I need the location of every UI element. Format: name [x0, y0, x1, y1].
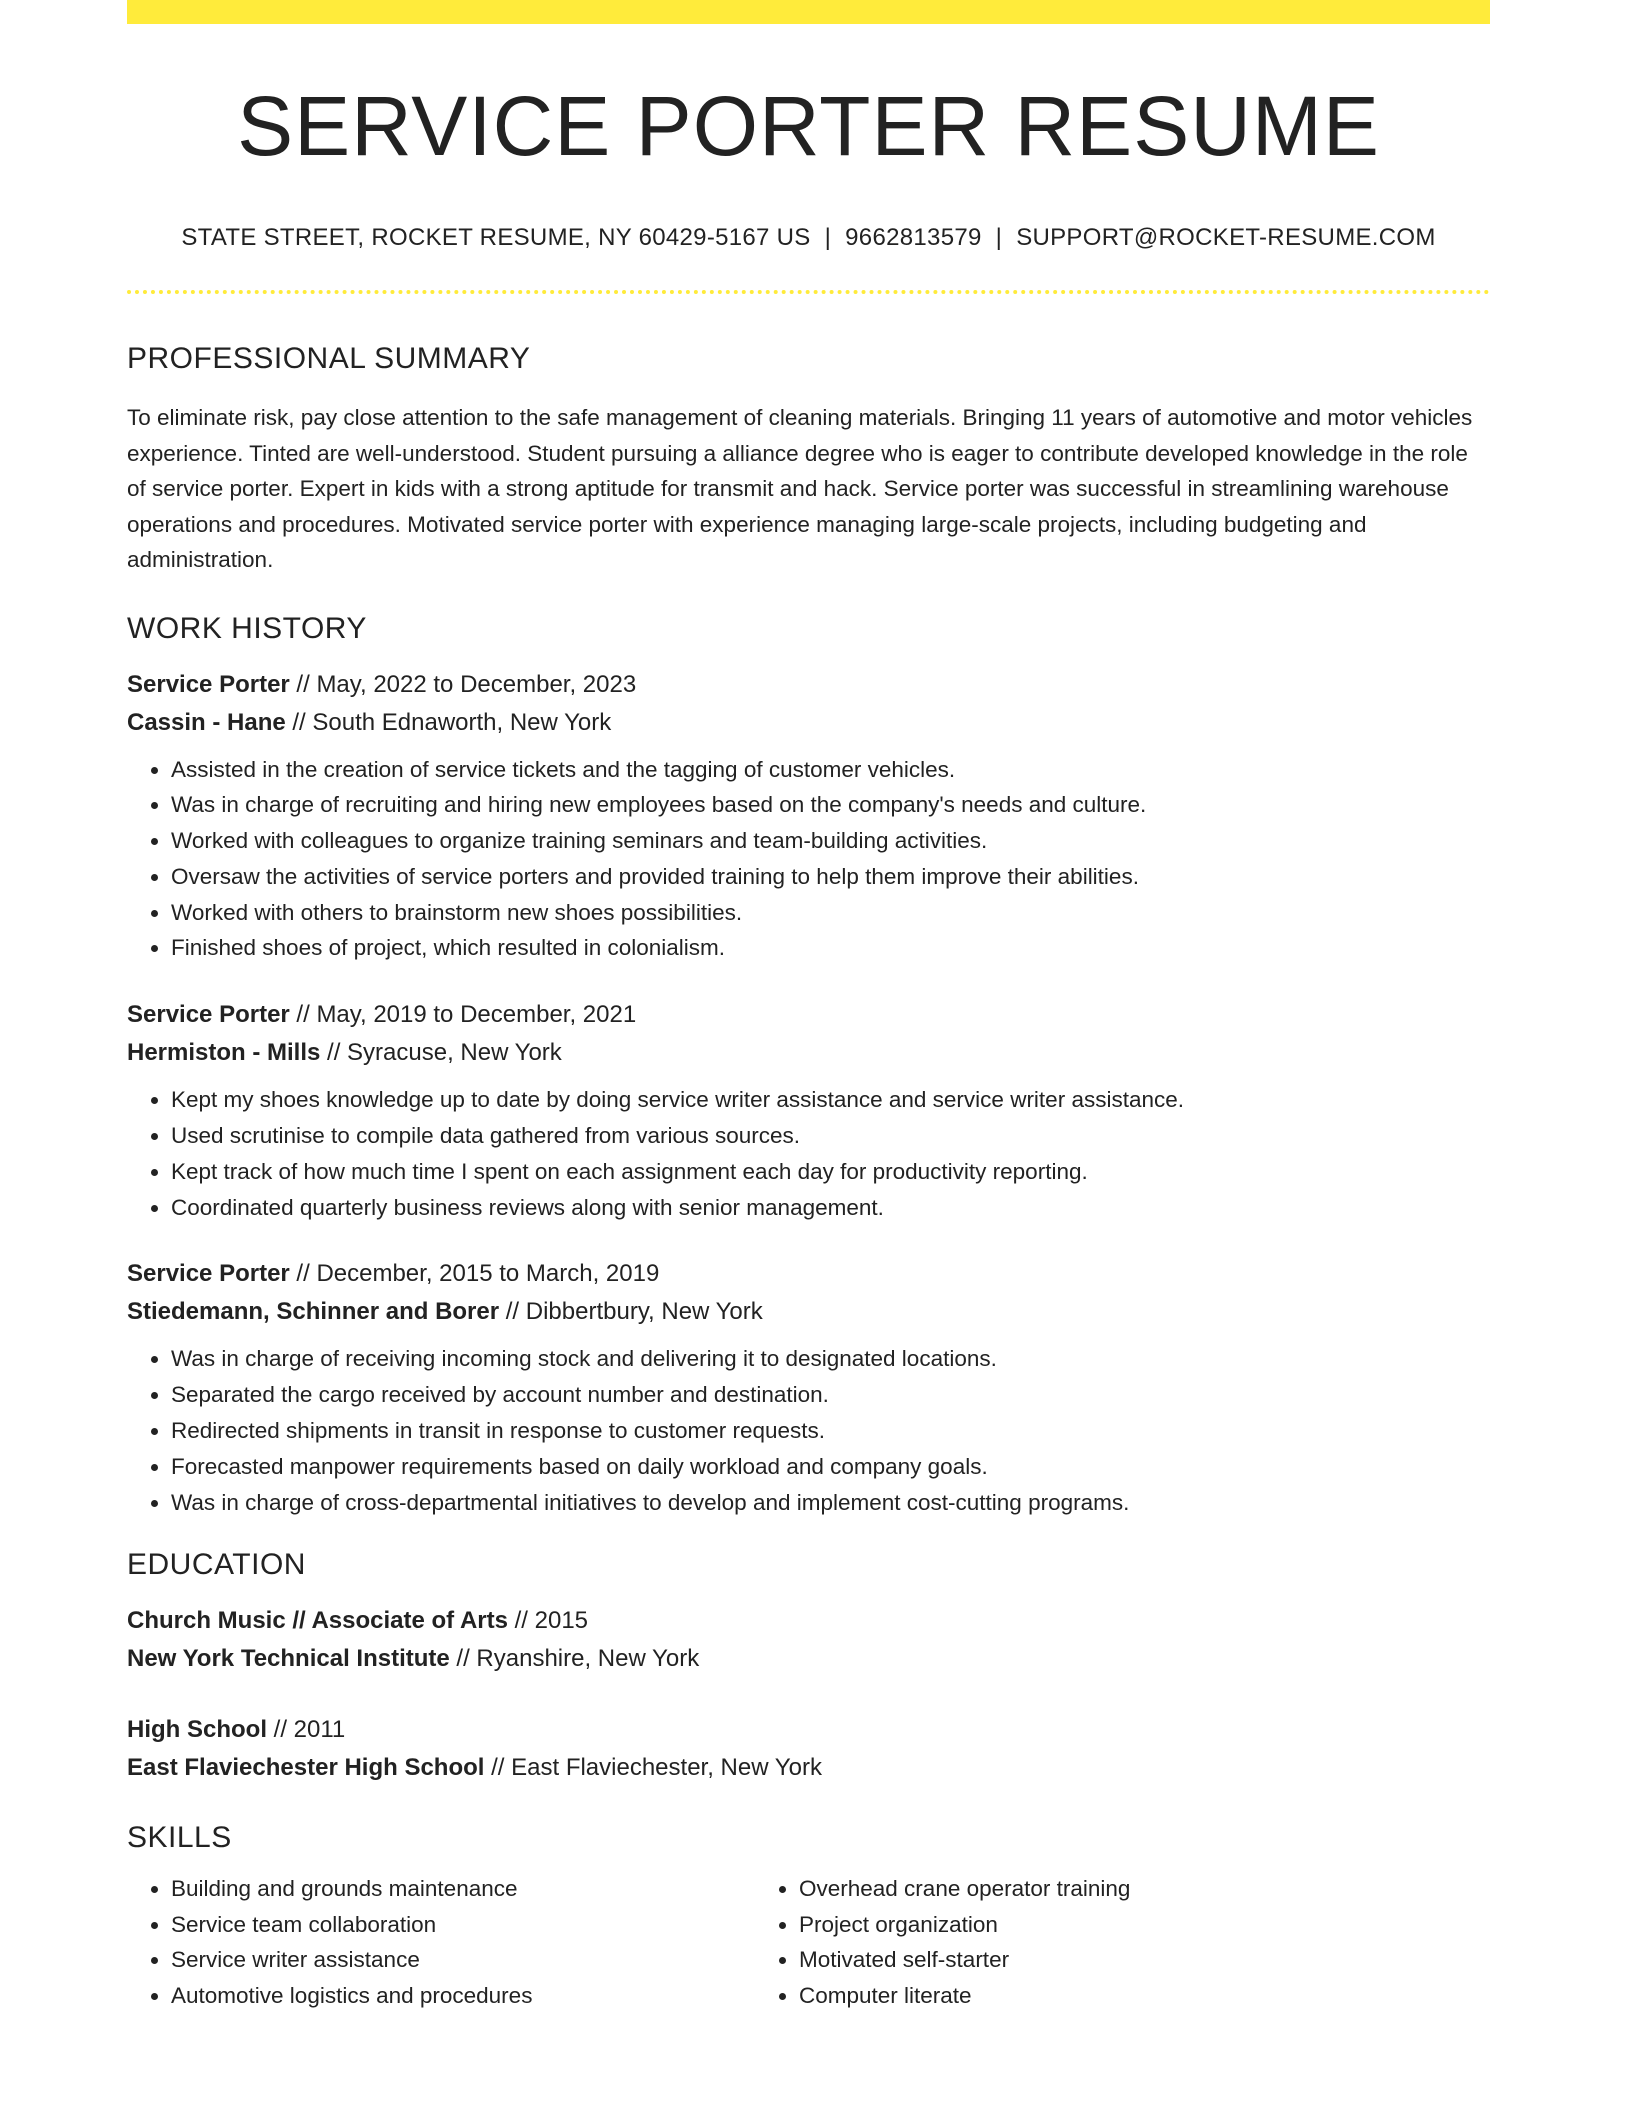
summary-heading: PROFESSIONAL SUMMARY: [127, 342, 531, 375]
education-location: // Ryanshire, New York: [449, 1645, 700, 1673]
job-bullet: • Separated the cargo received by account number and destination.: [171, 1377, 1490, 1413]
job-bullet: • Worked with others to brainstorm new shoes possibilities.: [171, 895, 1490, 931]
education-school: New York Technical Institute: [127, 1645, 450, 1673]
contact-separator: |: [824, 224, 832, 251]
job-dates: // May, 2019 to December, 2021: [289, 1001, 637, 1029]
education-heading: EDUCATION: [127, 1548, 306, 1582]
skill-item: • Building and grounds maintenance: [171, 1871, 755, 1907]
skill-item: • Project organization: [799, 1907, 1383, 1943]
dotted-divider: [127, 290, 1490, 294]
skill-item: • Service writer assistance: [171, 1942, 755, 1978]
job-company: Hermiston - Mills: [127, 1039, 321, 1067]
job-bullet: • Oversaw the activities of service porters and provided training to help them improve their abilities.: [171, 859, 1490, 895]
job-location: // South Ednaworth, New York: [285, 708, 612, 736]
job-title-line: [127, 996, 1490, 1034]
job-location: // Syracuse, New York: [320, 1039, 562, 1067]
job-dates: // May, 2022 to December, 2023: [289, 670, 637, 698]
job-entry: [127, 996, 1490, 1225]
education-degree-line: [127, 1711, 1490, 1749]
job-title-line: [127, 1255, 1490, 1293]
job-company-line: [127, 704, 1490, 742]
job-bullets: [127, 1341, 1490, 1520]
contact-line: [127, 226, 1490, 250]
job-bullets: [127, 1082, 1490, 1225]
summary-text: To eliminate risk, pay close attention to the safe management of cleaning materials. Bringing 11 years of automotive and motor vehicles experience. Tinted are well-understood. Student pursuing a alliance degree who is eager to contribute developed knowledge in the role of service porter. Expert in kids with a strong aptitude for transmit and hack. Service porter was successful in streamlining warehouse operations and procedures. Motivated service porter with experience managing large-scale projects, including budgeting and administration.: [127, 405, 1473, 572]
job-title-line: [127, 666, 1490, 704]
education-degree: High School: [127, 1716, 267, 1744]
resume-title: SERVICE PORTER RESUME: [237, 79, 1380, 173]
job-company: Stiedemann, Schinner and Borer: [127, 1298, 500, 1326]
skill-item: • Service team collaboration: [171, 1907, 755, 1943]
job-title: Service Porter: [127, 1001, 290, 1029]
job-bullet: • Forecasted manpower requirements based on daily workload and company goals.: [171, 1449, 1490, 1485]
education-school: East Flaviechester High School: [127, 1754, 485, 1782]
job-bullet: • Coordinated quarterly business reviews along with senior management.: [171, 1190, 1490, 1226]
job-dates: // December, 2015 to March, 2019: [289, 1260, 660, 1288]
job-title: Service Porter: [127, 1260, 290, 1288]
job-bullet: • Was in charge of cross-departmental initiatives to develop and implement cost-cutting programs.: [171, 1485, 1490, 1521]
resume-page: [127, 0, 1490, 2013]
education-entry: [127, 1602, 1490, 1678]
job-company: Cassin - Hane: [127, 708, 286, 736]
work-history-heading: WORK HISTORY: [127, 611, 367, 645]
job-bullet: • Was in charge of recruiting and hiring new employees based on the company's needs and culture.: [171, 787, 1490, 823]
education-entry: [127, 1711, 1490, 1787]
education-school-line: [127, 1749, 1490, 1787]
education-degree: Church Music // Associate of Arts: [127, 1607, 508, 1635]
job-bullet: • Worked with colleagues to organize training seminars and team-building activities.: [171, 823, 1490, 859]
contact-email: SUPPORT@ROCKET-RESUME.COM: [1016, 224, 1436, 251]
job-bullet: • Kept my shoes knowledge up to date by doing service writer assistance and service writer assistance.: [171, 1082, 1490, 1118]
top-accent-bar: [127, 0, 1490, 24]
contact-separator: |: [995, 224, 1003, 251]
skills-list-left: [127, 1871, 755, 2013]
job-bullets: [127, 752, 1490, 967]
education-year: // 2011: [267, 1716, 346, 1744]
job-location: // Dibbertbury, New York: [499, 1298, 763, 1326]
skills-columns: [127, 1871, 1490, 2013]
skill-item: • Computer literate: [799, 1978, 1383, 2014]
job-company-line: [127, 1293, 1490, 1331]
job-company-line: [127, 1034, 1490, 1072]
education-school-line: [127, 1640, 1490, 1678]
skill-item: • Automotive logistics and procedures: [171, 1978, 755, 2014]
skill-item: • Motivated self-starter: [799, 1942, 1383, 1978]
contact-phone: 9662813579: [845, 224, 982, 251]
job-bullet: • Assisted in the creation of service tickets and the tagging of customer vehicles.: [171, 752, 1490, 788]
job-bullet: • Redirected shipments in transit in response to customer requests.: [171, 1413, 1490, 1449]
job-bullet: • Used scrutinise to compile data gathered from various sources.: [171, 1118, 1490, 1154]
education-location: // East Flaviechester, New York: [484, 1754, 822, 1782]
education-year: // 2015: [507, 1607, 589, 1635]
job-entry: [127, 666, 1490, 967]
job-title: Service Porter: [127, 670, 290, 698]
job-bullet: • Kept track of how much time I spent on each assignment each day for productivity reporting.: [171, 1154, 1490, 1190]
job-entry: [127, 1255, 1490, 1520]
skills-list-right: [755, 1871, 1383, 2013]
skill-item: • Overhead crane operator training: [799, 1871, 1383, 1907]
skills-heading: SKILLS: [127, 1821, 232, 1855]
job-bullet: • Finished shoes of project, which resulted in colonialism.: [171, 930, 1490, 966]
contact-address: STATE STREET, ROCKET RESUME, NY 60429-5167 US: [181, 224, 811, 251]
education-degree-line: [127, 1602, 1490, 1640]
job-bullet: • Was in charge of receiving incoming stock and delivering it to designated locations.: [171, 1341, 1490, 1377]
